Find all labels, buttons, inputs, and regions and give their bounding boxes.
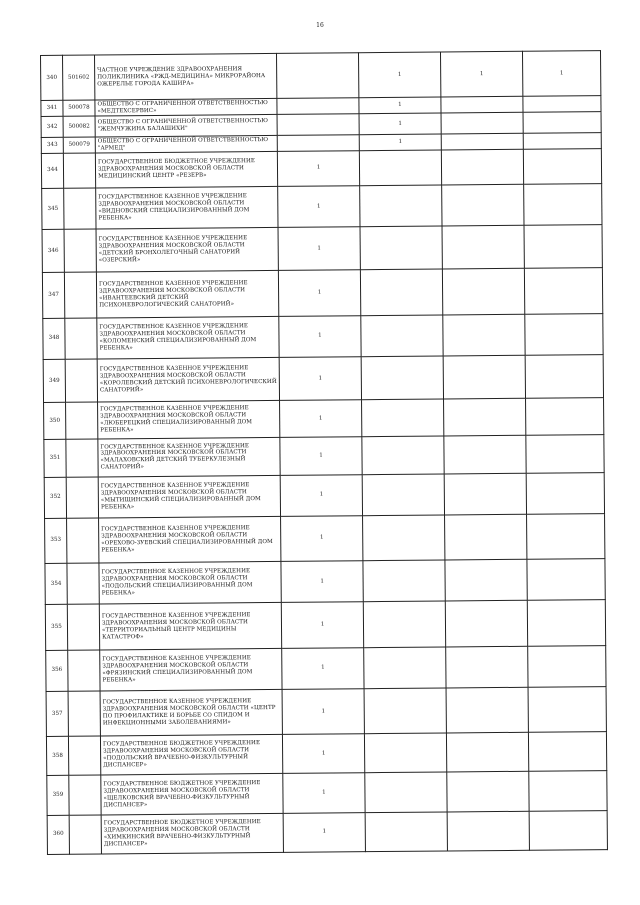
value-cell-1: 1 xyxy=(281,561,363,603)
value-cell-2 xyxy=(360,185,442,227)
value-cell-3 xyxy=(444,399,526,437)
row-number-cell: 354 xyxy=(45,563,67,604)
organization-name-cell: ОБЩЕСТВО С ОГРАНИЧЕННОЙ ОТВЕТСТВЕННОСТЬЮ «МЕДТЕХСЕРВИС» xyxy=(95,99,277,116)
value-cell-3 xyxy=(445,514,527,560)
registry-code-cell xyxy=(67,604,99,650)
value-cell-3 xyxy=(443,314,525,356)
value-cell-2: 1 xyxy=(358,52,440,98)
table-row xyxy=(46,645,606,691)
value-cell-1: 1 xyxy=(278,227,360,271)
registry-code-cell xyxy=(67,563,99,605)
registry-code-cell xyxy=(64,188,96,230)
row-number-cell: 349 xyxy=(43,359,65,402)
table-row xyxy=(44,472,604,518)
table-row xyxy=(45,513,605,563)
value-cell-3 xyxy=(441,149,523,185)
value-cell-4 xyxy=(525,355,603,399)
table-row xyxy=(46,687,606,737)
value-cell-1 xyxy=(277,135,359,151)
value-cell-1: 1 xyxy=(282,689,364,735)
value-cell-1 xyxy=(276,53,358,99)
organization-name-cell: ГОСУДАРСТВЕННОЕ БЮДЖЕТНОЕ УЧРЕЖДЕНИЕ ЗДРАВООХРАНЕНИЯ МОСКОВСКОЙ ОБЛАСТИ «ПОДОЛЬСКИЙ ВРАЧЕБНО-ФИЗКУЛЬТУРНЫЙ ДИСПАНСЕР» xyxy=(100,735,282,776)
registry-table-body xyxy=(41,51,608,855)
row-number-cell: 357 xyxy=(46,691,68,737)
value-cell-1: 1 xyxy=(281,515,363,561)
value-cell-3 xyxy=(445,601,527,647)
value-cell-2 xyxy=(360,226,442,270)
registry-code-cell xyxy=(68,650,100,692)
value-cell-1: 1 xyxy=(280,437,362,475)
registry-code-cell xyxy=(66,477,98,519)
value-cell-2 xyxy=(365,772,447,812)
table-row xyxy=(42,225,602,273)
organization-name-cell: ГОСУДАРСТВЕННОЕ КАЗЕННОЕ УЧРЕЖДЕНИЕ ЗДРАВООХРАНЕНИЯ МОСКОВСКОЙ ОБЛАСТИ «ИВАНТЕЕВСКИЙ ДЕТСКИЙ ПСИХОНЕВРОЛОГИЧЕСКИЙ САНАТОРИЙ» xyxy=(96,271,278,318)
value-cell-4 xyxy=(523,148,601,184)
value-cell-3 xyxy=(442,225,524,269)
value-cell-1: 1 xyxy=(278,186,360,228)
value-cell-3 xyxy=(446,687,528,733)
organization-name-cell: ГОСУДАРСТВЕННОЕ КАЗЕННОЕ УЧРЕЖДЕНИЕ ЗДРАВООХРАНЕНИЯ МОСКОВСКОЙ ОБЛАСТИ «ЦЕНТР ПО ПРОФИЛАКТИКЕ И БОРЬБЕ СО СПИДОМ И ИНФЕКЦИОННЫМИ ЗАБОЛЕВАНИЯМИ» xyxy=(100,689,282,736)
organization-name-cell: ГОСУДАРСТВЕННОЕ КАЗЕННОЕ УЧРЕЖДЕНИЕ ЗДРАВООХРАНЕНИЯ МОСКОВСКОЙ ОБЛАСТИ «ВИДНОВСКИЙ СПЕЦИАЛИЗИРОВАННЫЙ ДОМ РЕБЕНКА» xyxy=(96,186,278,229)
value-cell-1 xyxy=(277,98,359,114)
value-cell-4 xyxy=(527,559,605,601)
value-cell-3 xyxy=(446,646,528,688)
organization-name-cell: ГОСУДАРСТВЕННОЕ БЮДЖЕТНОЕ УЧРЕЖДЕНИЕ ЗДРАВООХРАНЕНИЯ МОСКОВСКОЙ ОБЛАСТИ «ХИМКИНСКИЙ ВРАЧЕБНО-ФИЗКУЛЬТУРНЫЙ ДИСПАНСЕР» xyxy=(101,813,283,854)
registry-code-cell xyxy=(66,402,98,439)
value-cell-1: 1 xyxy=(280,474,362,516)
table-row xyxy=(44,435,604,477)
value-cell-2 xyxy=(364,647,446,689)
value-cell-3: 1 xyxy=(440,51,522,97)
organization-name-cell: ГОСУДАРСТВЕННОЕ БЮДЖЕТНОЕ УЧРЕЖДЕНИЕ ЗДРАВООХРАНЕНИЯ МОСКОВСКОЙ ОБЛАСТИ МЕДИЦИНСКИЙ ЦЕНТР «РЕЗЕРВ» xyxy=(95,151,277,188)
organization-name-cell: ГОСУДАРСТВЕННОЕ БЮДЖЕТНОЕ УЧРЕЖДЕНИЕ ЗДРАВООХРАНЕНИЯ МОСКОВСКОЙ ОБЛАСТИ «ЩЕЛКОВСКИЙ ВРАЧЕБНО-ФИЗКУЛЬТУРНЫЙ ДИСПАНСЕР» xyxy=(101,774,283,815)
value-cell-3 xyxy=(447,811,529,851)
row-number-cell: 359 xyxy=(47,776,69,815)
value-cell-4 xyxy=(527,600,605,646)
registry-code-cell xyxy=(66,439,98,476)
value-cell-4 xyxy=(523,96,601,112)
value-cell-4 xyxy=(525,313,603,355)
value-cell-1: 1 xyxy=(278,270,360,316)
value-cell-4: 1 xyxy=(522,51,600,97)
organization-name-cell: ЧАСТНОЕ УЧРЕЖДЕНИЕ ЗДРАВООХРАНЕНИЯ ПОЛИКЛИНИКА «РЖД-МЕДИЦИНА» МИКРОРАЙОНА ОЖЕРЕЛЬЕ ГОРОДА КАШИРА» xyxy=(95,53,277,100)
value-cell-2 xyxy=(360,269,442,315)
value-cell-2 xyxy=(365,812,447,852)
value-cell-2 xyxy=(362,399,444,437)
organization-name-cell: ОБЩЕСТВО С ОГРАНИЧЕННОЙ ОТВЕТСТВЕННОСТЬЮ "АРМЕД" xyxy=(95,136,277,153)
value-cell-1: 1 xyxy=(283,773,365,813)
value-cell-4 xyxy=(528,687,606,733)
organization-name-cell: ГОСУДАРСТВЕННОЕ КАЗЕННОЕ УЧРЕЖДЕНИЕ ЗДРАВООХРАНЕНИЯ МОСКОВСКОЙ ОБЛАСТИ «ТЕРРИТОРИАЛЬНЫЙ ЦЕНТР МЕДИЦИНЫ КАТАСТРОФ» xyxy=(99,603,281,650)
value-cell-4 xyxy=(523,111,601,133)
organization-name-cell: ГОСУДАРСТВЕННОЕ КАЗЕННОЕ УЧРЕЖДЕНИЕ ЗДРАВООХРАНЕНИЯ МОСКОВСКОЙ ОБЛАСТИ «ПОДОЛЬСКИЙ СПЕЦИАЛИЗИРОВАННЫЙ ДОМ РЕБЕНКА» xyxy=(99,562,281,605)
table-row xyxy=(47,810,607,854)
value-cell-4 xyxy=(529,771,607,811)
registry-code-cell xyxy=(68,736,100,775)
registry-code-cell: 500078 xyxy=(63,100,95,116)
organization-name-cell: ГОСУДАРСТВЕННОЕ КАЗЕННОЕ УЧРЕЖДЕНИЕ ЗДРАВООХРАНЕНИЯ МОСКОВСКОЙ ОБЛАСТИ «ФРЯЗИНСКИЙ СПЕЦИАЛИЗИРОВАННЫЙ ДОМ РЕБЕНКА» xyxy=(100,648,282,691)
value-cell-1: 1 xyxy=(279,357,361,401)
value-cell-4 xyxy=(524,225,602,269)
organization-name-cell: ГОСУДАРСТВЕННОЕ КАЗЕННОЕ УЧРЕЖДЕНИЕ ЗДРАВООХРАНЕНИЯ МОСКОВСКОЙ ОБЛАСТИ «МАЛАХОВСКИЙ ДЕТСКИЙ ТУБЕРКУЛЕЗНЫЙ САНАТОРИЙ» xyxy=(98,438,280,477)
value-cell-2 xyxy=(361,315,443,357)
value-cell-3 xyxy=(445,559,527,601)
value-cell-3 xyxy=(441,97,523,113)
row-number-cell: 350 xyxy=(44,403,66,440)
value-cell-4 xyxy=(527,513,605,559)
registry-code-cell: 500079 xyxy=(63,137,95,153)
registry-code-cell xyxy=(69,815,101,855)
registry-code-cell xyxy=(65,318,97,360)
table-row xyxy=(41,51,601,101)
page-number: 16 xyxy=(316,22,324,29)
row-number-cell: 343 xyxy=(41,138,63,154)
organization-name-cell: ГОСУДАРСТВЕННОЕ КАЗЕННОЕ УЧРЕЖДЕНИЕ ЗДРАВООХРАНЕНИЯ МОСКОВСКОЙ ОБЛАСТИ «ДЕТСКИЙ БРОНХОЛЕГОЧНЫЙ САНАТОРИЙ «ОЗЕРСКИЙ» xyxy=(96,228,278,273)
value-cell-1: 1 xyxy=(282,647,364,689)
registry-code-cell: 501602 xyxy=(63,55,95,101)
row-number-cell: 341 xyxy=(41,101,63,117)
organization-name-cell: ГОСУДАРСТВЕННОЕ КАЗЕННОЕ УЧРЕЖДЕНИЕ ЗДРАВООХРАНЕНИЯ МОСКОВСКОЙ ОБЛАСТИ «КОЛОМЕНСКИЙ СПЕЦИАЛИЗИРОВАННЫЙ ДОМ РЕБЕНКА» xyxy=(97,316,279,359)
value-cell-4 xyxy=(526,398,604,436)
value-cell-3 xyxy=(446,733,528,773)
row-number-cell: 346 xyxy=(42,229,64,272)
value-cell-3 xyxy=(442,184,524,226)
row-number-cell: 351 xyxy=(44,440,66,477)
row-number-cell: 348 xyxy=(43,318,65,359)
value-cell-4 xyxy=(524,268,602,314)
value-cell-2: 1 xyxy=(359,113,441,135)
value-cell-4 xyxy=(529,810,607,850)
table-row xyxy=(45,600,605,650)
row-number-cell: 342 xyxy=(41,116,63,138)
value-cell-2 xyxy=(362,474,444,516)
value-cell-2 xyxy=(359,150,441,186)
table-row xyxy=(47,771,607,815)
row-number-cell: 347 xyxy=(42,273,64,319)
organization-name-cell: ГОСУДАРСТВЕННОЕ КАЗЕННОЕ УЧРЕЖДЕНИЕ ЗДРАВООХРАНЕНИЯ МОСКОВСКОЙ ОБЛАСТИ «КОРОЛЕВСКИЙ ДЕТСКИЙ ПСИХОНЕВРОЛОГИЧЕСКИЙ САНАТОРИЙ» xyxy=(97,357,279,402)
table-row xyxy=(42,183,602,229)
row-number-cell: 353 xyxy=(45,518,67,564)
value-cell-4 xyxy=(526,472,604,514)
row-number-cell: 355 xyxy=(45,605,67,651)
table-row xyxy=(42,268,602,318)
value-cell-2: 1 xyxy=(359,97,441,113)
value-cell-2 xyxy=(363,515,445,561)
value-cell-3 xyxy=(447,772,529,812)
table-row xyxy=(44,398,604,440)
value-cell-3 xyxy=(442,269,524,315)
row-number-cell: 360 xyxy=(47,815,69,855)
table-row xyxy=(45,559,605,605)
value-cell-1: 1 xyxy=(279,315,361,357)
registry-code-cell xyxy=(64,229,96,273)
table-row xyxy=(43,313,603,359)
value-cell-1: 1 xyxy=(282,734,364,774)
value-cell-2 xyxy=(364,688,446,734)
registry-code-cell xyxy=(67,518,99,564)
table-row xyxy=(46,732,606,776)
registry-code-cell xyxy=(65,359,97,403)
value-cell-2 xyxy=(363,601,445,647)
value-cell-3 xyxy=(441,134,523,150)
row-number-cell: 358 xyxy=(46,737,68,776)
table-row xyxy=(41,148,601,188)
row-number-cell: 340 xyxy=(41,55,63,101)
table-row xyxy=(43,355,603,403)
value-cell-1: 1 xyxy=(280,400,362,438)
registry-table xyxy=(40,50,608,855)
registry-code-cell: 500082 xyxy=(63,116,95,138)
value-cell-3 xyxy=(443,355,525,399)
value-cell-1 xyxy=(277,113,359,135)
value-cell-1: 1 xyxy=(277,151,359,187)
registry-code-cell xyxy=(63,153,95,188)
value-cell-1: 1 xyxy=(281,602,363,648)
value-cell-4 xyxy=(523,133,601,149)
registry-code-cell xyxy=(68,691,100,737)
organization-name-cell: ОБЩЕСТВО С ОГРАНИЧЕННОЙ ОТВЕТСТВЕННОСТЬЮ "ЖЕМЧУЖИНА БАЛАШИХИ" xyxy=(95,114,277,137)
value-cell-4 xyxy=(526,435,604,473)
organization-name-cell: ГОСУДАРСТВЕННОЕ КАЗЕННОЕ УЧРЕЖДЕНИЕ ЗДРАВООХРАНЕНИЯ МОСКОВСКОЙ ОБЛАСТИ «МЫТИЩИНСКИЙ СПЕЦИАЛИЗИРОВАННЫЙ ДОМ РЕБЕНКА» xyxy=(98,475,280,518)
value-cell-4 xyxy=(528,645,606,687)
value-cell-1: 1 xyxy=(283,812,365,852)
value-cell-4 xyxy=(524,183,602,225)
value-cell-2 xyxy=(362,436,444,474)
value-cell-3 xyxy=(444,473,526,515)
row-number-cell: 344 xyxy=(41,153,63,188)
row-number-cell: 352 xyxy=(44,477,66,518)
value-cell-2 xyxy=(364,733,446,773)
value-cell-2: 1 xyxy=(359,134,441,150)
row-number-cell: 356 xyxy=(46,650,68,691)
organization-name-cell: ГОСУДАРСТВЕННОЕ КАЗЕННОЕ УЧРЕЖДЕНИЕ ЗДРАВООХРАНЕНИЯ МОСКОВСКОЙ ОБЛАСТИ «ЛЮБЕРЕЦКИЙ СПЕЦИАЛИЗИРОВАННЫЙ ДОМ РЕБЕНКА» xyxy=(98,401,280,440)
value-cell-3 xyxy=(444,436,526,474)
value-cell-2 xyxy=(363,560,445,602)
registry-code-cell xyxy=(64,272,96,318)
value-cell-4 xyxy=(528,732,606,772)
organization-name-cell: ГОСУДАРСТВЕННОЕ КАЗЕННОЕ УЧРЕЖДЕНИЕ ЗДРАВООХРАНЕНИЯ МОСКОВСКОЙ ОБЛАСТИ «ОРЕХОВО-ЗУЕВСКИЙ СПЕЦИАЛИЗИРОВАННЫЙ ДОМ РЕБЕНКА» xyxy=(99,516,281,563)
value-cell-3 xyxy=(441,112,523,134)
value-cell-2 xyxy=(361,356,443,400)
registry-code-cell xyxy=(69,775,101,814)
row-number-cell: 345 xyxy=(42,188,64,229)
